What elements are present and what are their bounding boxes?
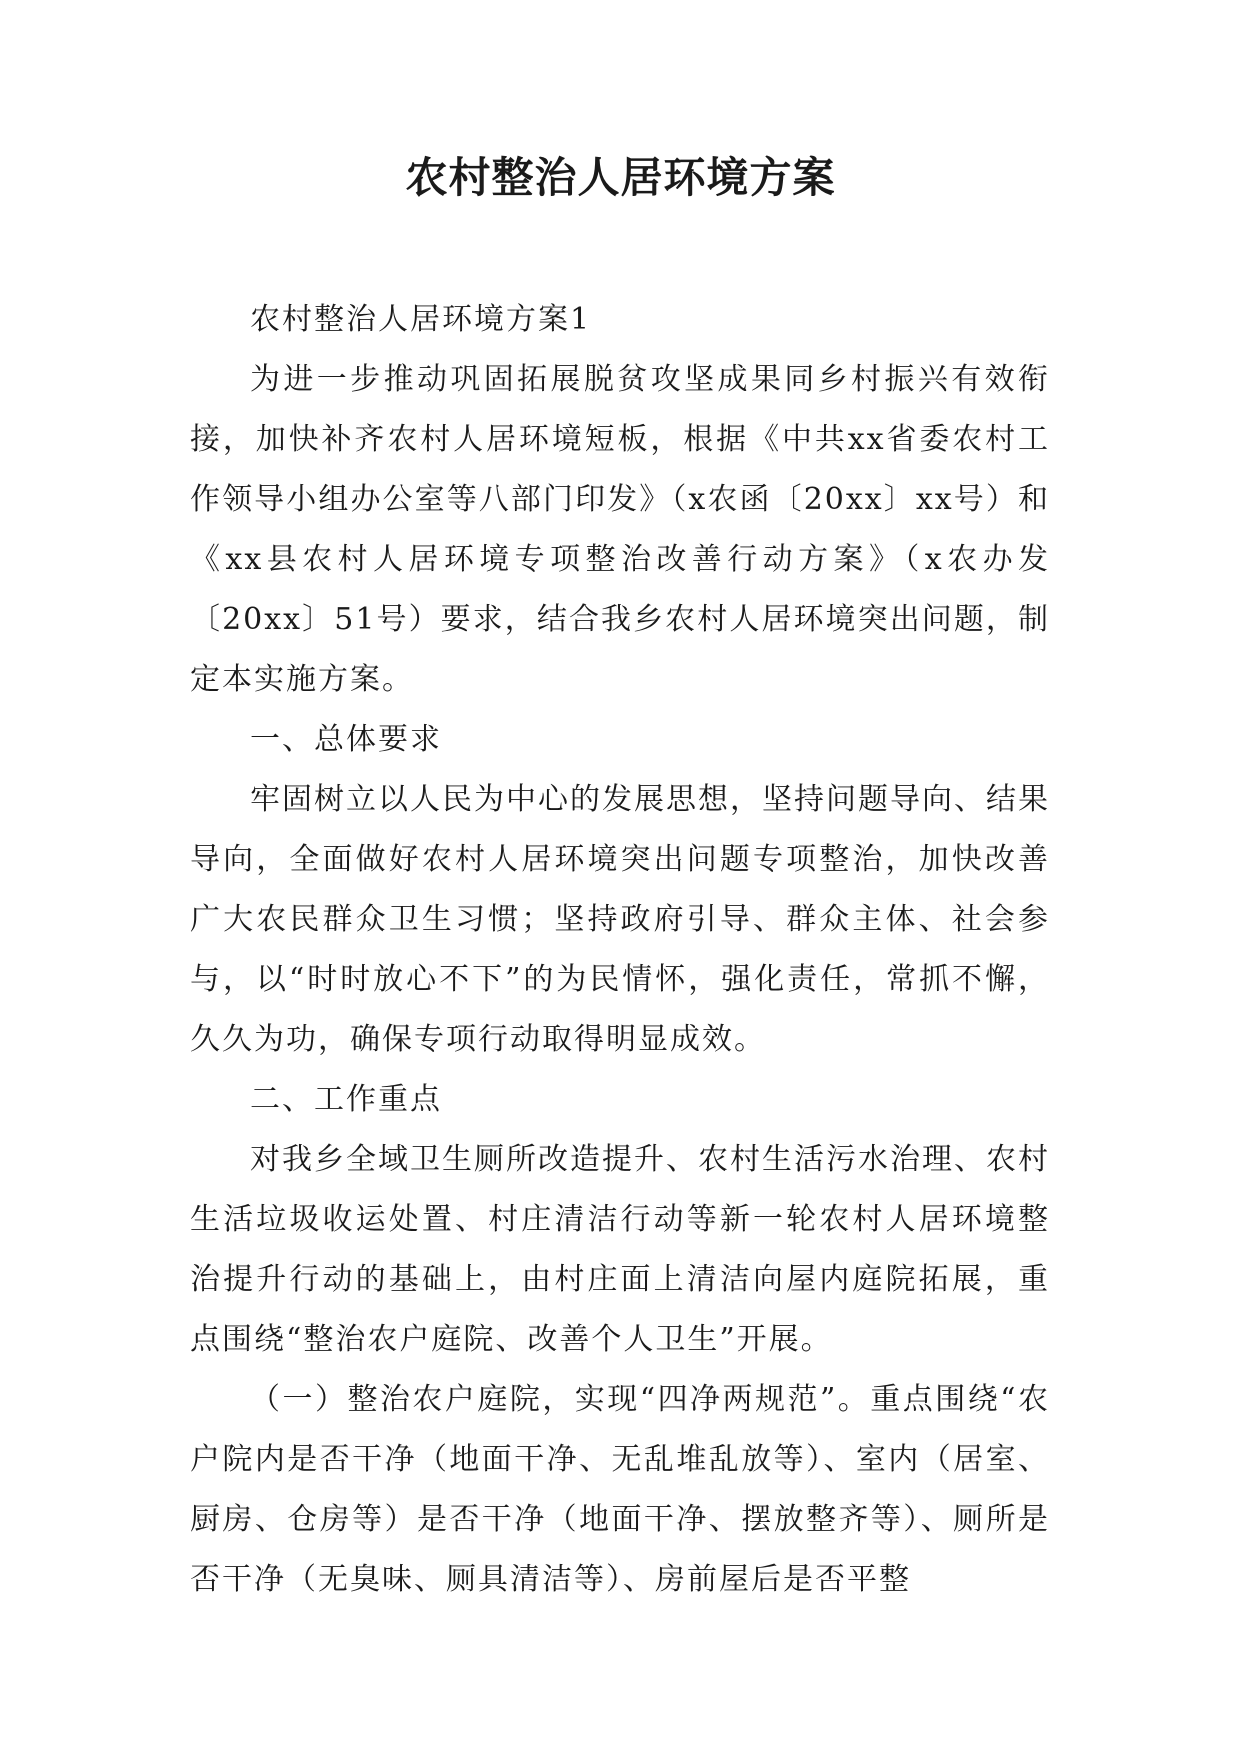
document-body <box>190 290 1050 1610</box>
section-heading-work-focus: 二、工作重点 <box>250 1082 442 1117</box>
section-heading-general-requirements: 一、总体要求 <box>250 722 442 757</box>
section-heading-plan-1: 农村整治人居环境方案1 <box>250 302 592 337</box>
general-requirements-paragraph: 牢固树立以人民为中心的发展思想，坚持问题导向、结果导向，全面做好农村人居环境突出问题专项整治，加快改善广大农民群众卫生习惯；坚持政府引导、群众主体、社会参与，以“时时放心不下”的为民情怀，强化责任，常抓不懈，久久为功，确保专项行动取得明显成效。 <box>190 782 1050 1057</box>
document-title: 农村整治人居环境方案 <box>405 153 836 202</box>
work-focus-paragraph: 对我乡全域卫生厕所改造提升、农村生活污水治理、农村生活垃圾收运处置、村庄清洁行动等新一轮农村人居环境整治提升行动的基础上，由村庄面上清洁向屋内庭院拓展，重点围绕“整治农户庭院、改善个人卫生”开展。 <box>190 1142 1050 1357</box>
intro-paragraph: 为进一步推动巩固拓展脱贫攻坚成果同乡村振兴有效衔接，加快补齐农村人居环境短板，根据《中共xx省委农村工作领导小组办公室等八部门印发》（x农函〔20xx〕xx号）和《xx县农村人居环境专项整治改善行动方案》（x农办发〔20xx〕51号）要求，结合我乡农村人居环境突出问题，制定本实施方案。 <box>190 362 1050 697</box>
courtyard-rectification-paragraph: （一）整治农户庭院，实现“四净两规范”。重点围绕“农户院内是否干净（地面干净、无乱堆乱放等）、室内（居室、厨房、仓房等）是否干净（地面干净、摆放整齐等）、厕所是否干净（无臭味、厕具清洁等）、房前屋后是否平整 <box>190 1382 1050 1597</box>
